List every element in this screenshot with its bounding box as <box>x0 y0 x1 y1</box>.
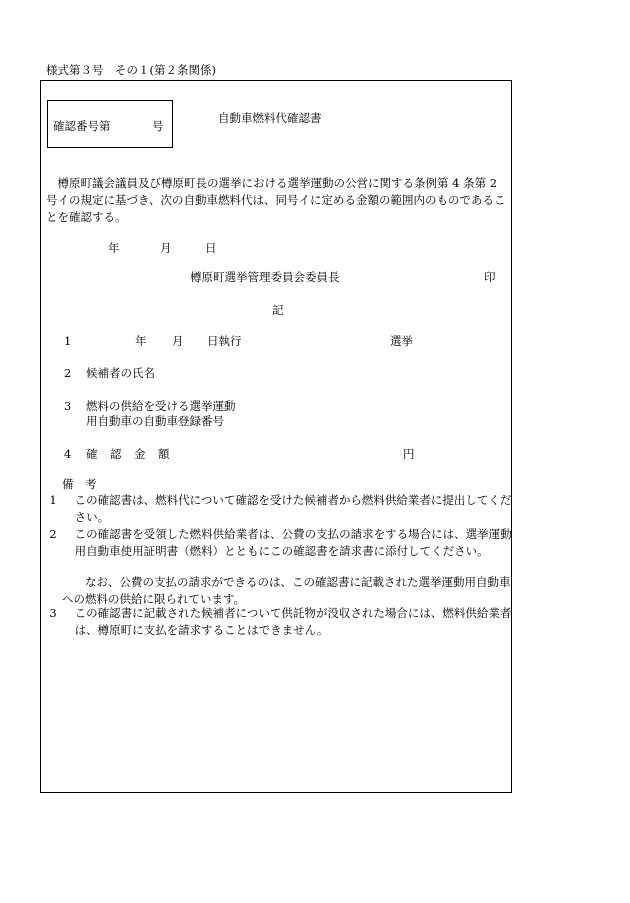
date-year: 年 <box>108 241 120 255</box>
item1-year: 年 <box>135 334 147 348</box>
item1-election: 選挙 <box>390 334 413 348</box>
date-day: 日 <box>205 241 217 255</box>
item1-month: 月 <box>172 334 184 348</box>
note-2-number: 2 <box>49 527 57 541</box>
item1-number: 1 <box>64 334 72 348</box>
note-1 <box>49 492 512 525</box>
issuer-name: 樽原町選挙管理委員会委員長 <box>190 270 340 284</box>
item1-day-exec: 日執行 <box>207 334 242 348</box>
note-2-supplement <box>62 574 512 607</box>
item4-label-char-4: 額 <box>158 447 170 461</box>
note-1-text: この確認書は、燃料代について確認を受けた候補者から燃料供給業者に提出してください。 <box>74 493 512 524</box>
item3-number: 3 <box>64 399 72 413</box>
intro-paragraph: 樽原町議会議員及び樽原町長の選挙における選挙運動の公営に関する条例第 4 条第 2 号イの規定に基づき、次の自動車燃料代は、同号イに定める金額の範囲内のものであることを確認する。 <box>46 176 506 225</box>
confirmation-number-label: 確認番号第 <box>53 119 111 133</box>
note-2-supplement-text: なお、公費の支払の請求ができるのは、この確認書に記載された選挙運動用自動車への燃料の供給に限られています。 <box>62 575 511 606</box>
ki-heading: 記 <box>272 303 284 317</box>
confirmation-number-suffix: 号 <box>152 119 164 133</box>
item3-line1: 燃料の供給を受ける選挙運動 <box>86 399 236 413</box>
item4-number: 4 <box>64 447 72 461</box>
document-title: 自動車燃料代確認書 <box>218 111 322 125</box>
note-2-text: この確認書を受領した燃料供給業者は、公費の支払の請求をする場合には、選挙運動用自動車使用証明書（燃料）とともにこの確認書を請求書に添付してください。 <box>74 527 512 558</box>
form-label: 様式第３号 その１(第２条関係) <box>46 63 216 77</box>
item3-line2: 用自動車の自動車登録番号 <box>86 414 224 428</box>
notes-heading: 備 考 <box>62 477 97 491</box>
item2-label: 候補者の氏名 <box>86 366 155 380</box>
note-2 <box>49 526 512 559</box>
seal-mark: 印 <box>484 270 496 284</box>
item2-number: 2 <box>64 366 72 380</box>
note-3-number: 3 <box>49 606 57 620</box>
item4-label-char-1: 確 <box>86 447 98 461</box>
note-3 <box>49 605 512 638</box>
item4-label-char-3: 金 <box>134 447 146 461</box>
date-month: 月 <box>160 241 172 255</box>
note-1-number: 1 <box>49 493 57 507</box>
note-3-text: この確認書に記載された候補者について供託物が没収された場合には、燃料供給業者は、樽原町に支払を請求することはできません。 <box>74 606 512 637</box>
item4-unit: 円 <box>403 447 415 461</box>
item4-label-char-2: 認 <box>110 447 122 461</box>
